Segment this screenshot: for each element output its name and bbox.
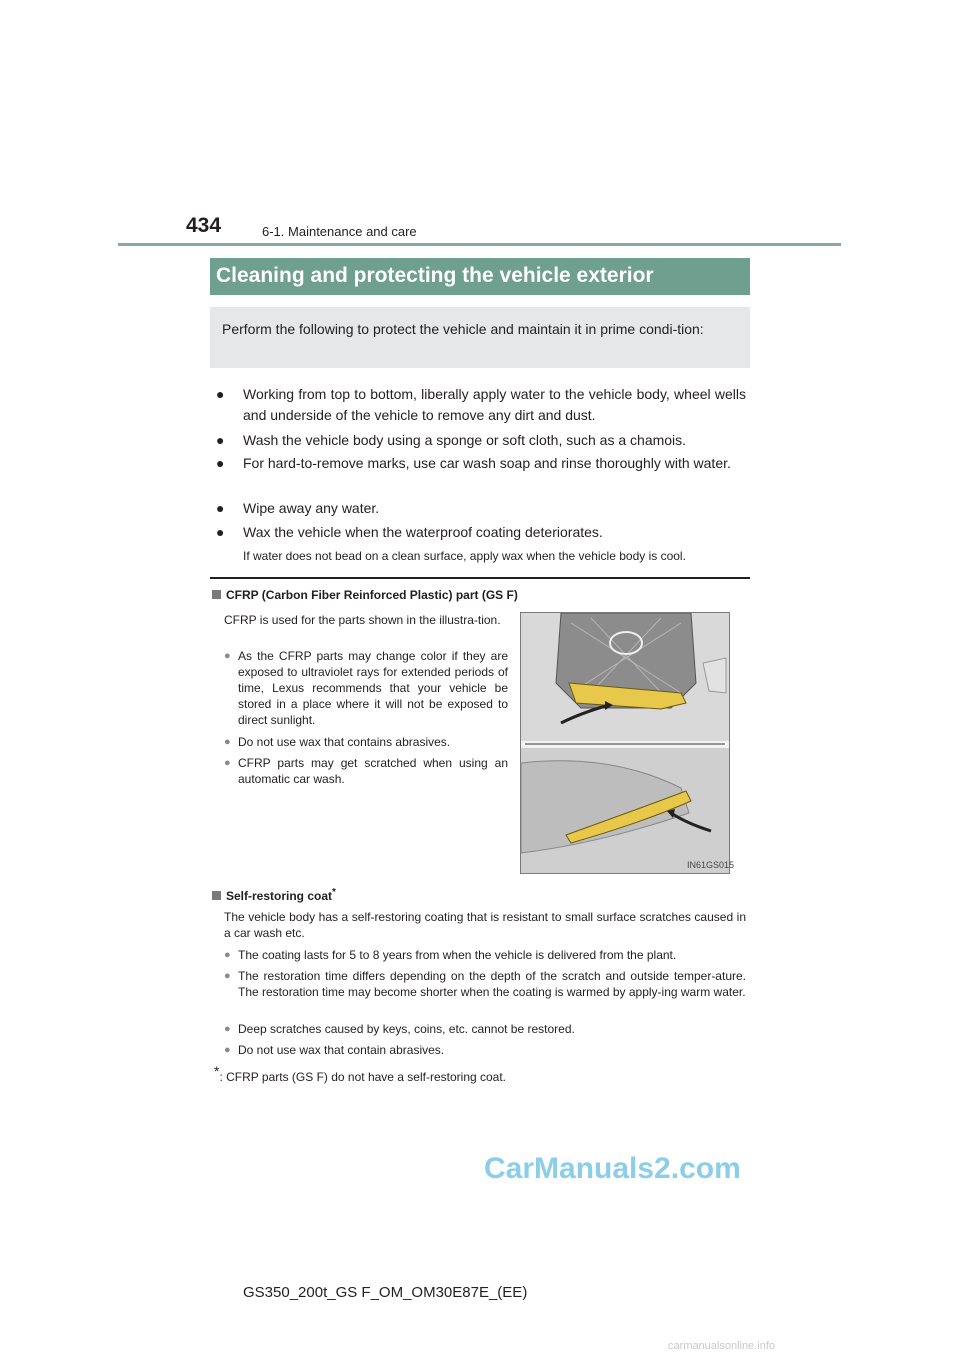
bullet-icon: ● <box>224 970 231 982</box>
page-number: 434 <box>186 214 222 237</box>
page-title: Cleaning and protecting the vehicle exterior <box>216 264 654 287</box>
self-restoring-intro: The vehicle body has a self-restoring coating that is resistant to small surface scratches caused in a car wash etc. <box>224 910 746 940</box>
list-item-text: Do not use wax that contains abrasives. <box>238 735 451 749</box>
illustration-code: IN61GS015 <box>687 860 735 870</box>
section-divider <box>210 577 750 579</box>
asterisk-mark: * <box>332 887 336 898</box>
list-item-text: Wipe away any water. <box>243 500 380 516</box>
square-bullet-icon <box>212 590 221 599</box>
bullet-icon: ● <box>224 650 231 662</box>
bullet-icon: ● <box>216 432 225 448</box>
bullet-icon: ● <box>224 1044 231 1056</box>
cfrp-heading-text: CFRP (Carbon Fiber Reinforced Plastic) part (GS F) <box>226 588 518 602</box>
cfrp-illustration <box>520 612 730 874</box>
cfrp-heading <box>212 588 518 602</box>
bullet-icon: ● <box>224 757 231 769</box>
footer-doc-code: GS350_200t_GS F_OM_OM30E87E_(EE) <box>243 1284 528 1301</box>
header-rule <box>118 243 841 246</box>
watermark-logo: CarManuals2.com <box>484 1152 741 1185</box>
self-restoring-heading <box>212 887 336 903</box>
bullet-icon: ● <box>224 736 231 748</box>
bullet-icon: ● <box>224 1023 231 1035</box>
bullet-icon: ● <box>216 524 225 540</box>
list-item-text: Wax the vehicle when the waterproof coating deteriorates. <box>243 524 603 540</box>
bottom-url: carmanualsonline.info <box>668 1340 776 1352</box>
list-item-text: CFRP parts may get scratched when using an automatic car wash. <box>238 756 508 786</box>
asterisk-mark: * <box>214 1063 220 1079</box>
list-item-text: The coating lasts for 5 to 8 years from when the vehicle is delivered from the plant. <box>238 948 677 962</box>
list-item-text: Wash the vehicle body using a sponge or soft cloth, such as a chamois. <box>243 432 687 448</box>
list-item-text: For hard-to-remove marks, use car wash soap and rinse thoroughly with water. <box>243 455 731 471</box>
bullet-icon: ● <box>216 455 225 471</box>
intro-text: Perform the following to protect the vehicle and maintain it in prime condi-tion: <box>222 321 704 337</box>
list-item-text: Do not use wax that contain abrasives. <box>238 1043 445 1057</box>
note-text: If water does not bead on a clean surface, apply wax when the vehicle body is cool. <box>243 549 686 563</box>
footnote <box>214 1063 746 1085</box>
square-bullet-icon <box>212 891 221 900</box>
list-item-text: Deep scratches caused by keys, coins, etc. cannot be restored. <box>238 1022 575 1036</box>
bullet-icon: ● <box>216 500 225 516</box>
list-item-text: As the CFRP parts may change color if they are exposed to ultraviolet rays for extended periods of time, Lexus recommends that your vehicle be stored in a place where it will not be exposed to direct sunlight. <box>238 649 508 727</box>
list-item-text: The restoration time differs depending on the depth of the scratch and outside temper-ature. The restoration time may become shorter when the coating is warmed by apply-ing warm water. <box>238 969 746 999</box>
footnote-text: : CFRP parts (GS F) do not have a self-restoring coat. <box>219 1070 507 1084</box>
cfrp-intro: CFRP is used for the parts shown in the illustra-tion. <box>224 613 501 627</box>
bullet-icon: ● <box>224 949 231 961</box>
car-parts-drawing <box>521 613 729 873</box>
list-item-text: Working from top to bottom, liberally apply water to the vehicle body, wheel wells and underside of the vehicle to remove any dirt and dust. <box>243 386 746 423</box>
section-label: 6-1. Maintenance and care <box>262 224 417 239</box>
self-restoring-heading-text: Self-restoring coat <box>226 889 333 903</box>
bullet-icon: ● <box>216 386 225 402</box>
